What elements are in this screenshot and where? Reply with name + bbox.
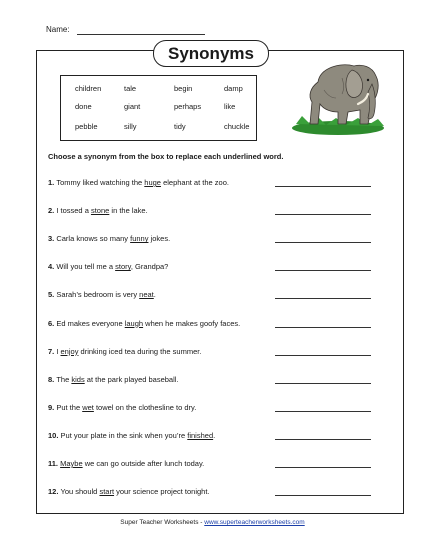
question-text-before: Carla knows so many <box>56 234 131 244</box>
question-text-before: Sarah’s bedroom is very <box>56 290 140 300</box>
word-box-word: like <box>224 102 236 111</box>
underlined-word: start <box>99 487 115 497</box>
elephant-icon <box>288 54 390 136</box>
answer-line[interactable] <box>275 214 371 215</box>
question-text-before: Put your plate in the sink when you’re <box>60 430 188 440</box>
question-number: 3. <box>48 234 57 244</box>
word-box-word: done <box>75 102 92 111</box>
question-text-after: drinking iced tea during the summer. <box>78 346 202 356</box>
answer-line[interactable] <box>275 186 371 187</box>
question-number: 2. <box>48 206 57 216</box>
question-11 <box>48 459 204 468</box>
name-label: Name: <box>46 25 70 34</box>
word-box-word: tidy <box>174 122 186 131</box>
underlined-word: neat <box>139 290 154 300</box>
question-number: 1. <box>48 178 57 187</box>
question-number: 6. <box>48 318 57 328</box>
question-text-after: at the park played baseball. <box>84 374 179 384</box>
underlined-word: enjoy <box>60 346 79 356</box>
question-text-after: we can go outside after lunch today. <box>82 459 205 468</box>
footer <box>0 519 425 526</box>
question-text-before: The <box>56 374 72 384</box>
underlined-word: funny <box>130 234 149 244</box>
word-box-word: chuckle <box>224 122 250 131</box>
worksheet-title: Synonyms <box>153 40 269 67</box>
question-number: 4. <box>48 262 57 272</box>
question-number: 7. <box>48 346 57 356</box>
question-number: 11. <box>48 459 61 468</box>
question-2 <box>48 206 148 215</box>
footer-brand: Super Teacher Worksheets <box>120 519 199 526</box>
answer-line[interactable] <box>275 355 371 356</box>
question-number: 8. <box>48 374 57 384</box>
underlined-word: Maybe <box>60 459 83 468</box>
question-text-after: in the lake. <box>109 206 148 216</box>
question-4 <box>48 262 168 271</box>
question-number: 12. <box>48 487 61 497</box>
answer-line[interactable] <box>275 467 371 468</box>
question-number: 10. <box>48 430 61 440</box>
question-text-before: Tommy liked watching the <box>56 178 145 187</box>
word-box-word: silly <box>124 122 137 131</box>
question-text-after: towel on the clothesline to dry. <box>93 402 197 412</box>
question-text-after: your science project tonight. <box>114 487 210 497</box>
word-box-word: begin <box>174 84 193 93</box>
word-box-word: perhaps <box>174 102 202 111</box>
question-10 <box>48 431 215 440</box>
question-9 <box>48 403 196 412</box>
footer-url-link[interactable]: www.superteacherworksheets.com <box>204 519 305 526</box>
question-text-before: Will you tell me a <box>56 262 116 272</box>
question-3 <box>48 234 170 243</box>
word-box-word: giant <box>124 102 141 111</box>
question-6 <box>48 319 240 328</box>
underlined-word: wet <box>82 402 94 412</box>
question-text-after: . <box>153 290 156 300</box>
word-box-word: tale <box>124 84 137 93</box>
question-5 <box>48 290 156 299</box>
question-text-after: jokes. <box>148 234 171 244</box>
question-text-after: elephant at the zoo. <box>160 178 229 187</box>
underlined-word: laugh <box>124 318 144 328</box>
question-12 <box>48 487 210 496</box>
answer-line[interactable] <box>275 383 371 384</box>
answer-line[interactable] <box>275 495 371 496</box>
word-box-word: pebble <box>75 122 98 131</box>
question-1 <box>48 178 229 187</box>
question-text-before: Put the <box>56 402 83 412</box>
word-box-word: damp <box>224 84 243 93</box>
answer-line[interactable] <box>275 327 371 328</box>
answer-line[interactable] <box>275 411 371 412</box>
word-box <box>60 75 257 141</box>
answer-line[interactable] <box>275 439 371 440</box>
question-text-after: when he makes goofy faces. <box>143 318 241 328</box>
underlined-word: story <box>115 262 131 272</box>
question-7 <box>48 347 201 356</box>
question-text-after: , Grandpa? <box>130 262 169 272</box>
underlined-word: finished <box>187 430 214 440</box>
underlined-word: huge <box>144 178 161 187</box>
question-text-before: You should <box>60 487 100 497</box>
question-text-before: I <box>56 346 61 356</box>
answer-line[interactable] <box>275 270 371 271</box>
question-text-after: . <box>213 430 216 440</box>
footer-separator: - <box>200 519 203 526</box>
question-number: 5. <box>48 290 57 300</box>
question-text-before: I tossed a <box>56 206 91 216</box>
question-text-before: Ed makes everyone <box>56 318 125 328</box>
question-number: 9. <box>48 402 57 412</box>
instructions: Choose a synonym from the box to replace each underlined word. <box>48 152 284 161</box>
word-box-word: children <box>75 84 102 93</box>
underlined-word: stone <box>90 206 110 216</box>
underlined-word: kids <box>71 374 85 384</box>
answer-line[interactable] <box>275 298 371 299</box>
question-8 <box>48 375 179 384</box>
answer-line[interactable] <box>275 242 371 243</box>
name-line[interactable] <box>77 34 205 35</box>
